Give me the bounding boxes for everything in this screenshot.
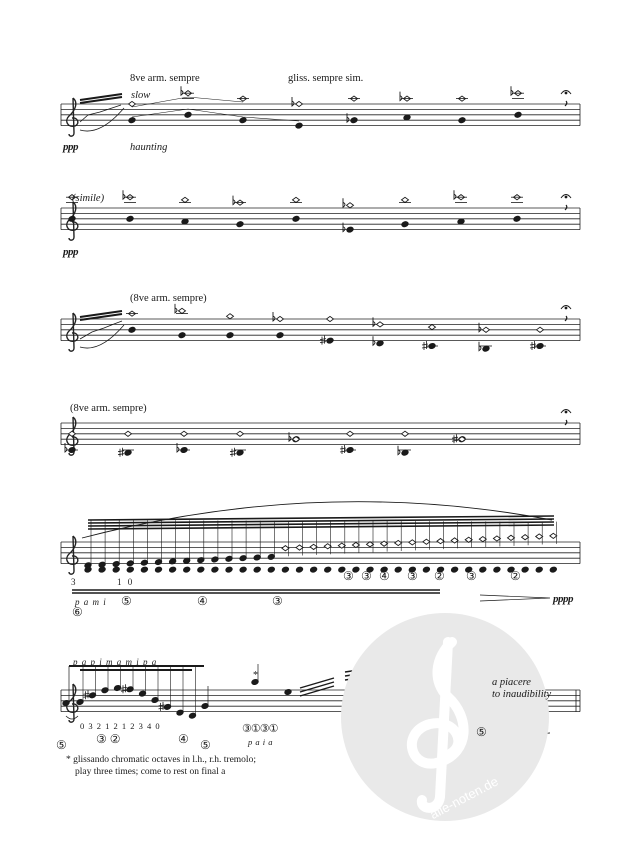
flat-sign bbox=[400, 92, 402, 101]
harmonic-notehead bbox=[537, 327, 544, 332]
flat-sign bbox=[292, 97, 294, 106]
dynamic-ppp: ppp bbox=[63, 141, 78, 153]
harmonic-notehead bbox=[181, 431, 188, 436]
footnote-line-1: * glissando chromatic octaves in l.h., r.h. tremolo; bbox=[66, 755, 256, 765]
watermark-treble-clef-logo bbox=[340, 612, 550, 822]
flat-sign bbox=[233, 196, 235, 205]
arm-sempre-direction: (8ve arm. sempre) bbox=[130, 293, 207, 304]
notehead bbox=[239, 117, 247, 124]
bass-notehead bbox=[493, 566, 501, 573]
bass-notehead bbox=[535, 566, 543, 573]
notehead bbox=[128, 117, 136, 124]
string-number: ③ bbox=[361, 569, 372, 583]
bass-notehead bbox=[140, 566, 148, 573]
notehead bbox=[458, 117, 466, 124]
notehead bbox=[401, 221, 409, 228]
bass-notehead bbox=[281, 566, 289, 573]
notehead bbox=[346, 226, 354, 233]
fermata-dot bbox=[565, 92, 567, 94]
string-number: ④ bbox=[379, 569, 390, 583]
harmonic-notehead bbox=[423, 539, 430, 544]
notehead bbox=[68, 215, 76, 222]
dynamic-pppp: pppp bbox=[553, 593, 573, 605]
flat-sign bbox=[273, 312, 275, 321]
harmonic-notehead bbox=[179, 308, 186, 313]
notehead bbox=[295, 122, 303, 129]
harmonic-notehead bbox=[324, 544, 331, 549]
to-inaudibility-direction: to inaudibility bbox=[492, 689, 552, 700]
harmonic-notehead bbox=[282, 546, 289, 551]
bass-notehead bbox=[521, 566, 529, 573]
bass-notehead bbox=[197, 566, 205, 573]
grace-note-stems bbox=[80, 105, 121, 122]
bass-notehead bbox=[479, 566, 487, 573]
harmonic-notehead bbox=[479, 537, 486, 542]
left-hand-fingering: 0 3 2 1 2 1 2 3 4 0 bbox=[80, 721, 160, 731]
harmonic-notehead bbox=[227, 314, 234, 319]
bass-notehead bbox=[112, 566, 120, 573]
footnote-line-2: play three times; come to rest on final a bbox=[75, 767, 226, 777]
harmonic-notehead bbox=[409, 540, 416, 545]
notehead bbox=[350, 117, 358, 124]
svg-text:alle-noten.de: alle-noten.de bbox=[427, 773, 501, 822]
bass-notehead bbox=[422, 566, 430, 573]
staff bbox=[61, 417, 580, 455]
harmonic-notehead bbox=[293, 197, 300, 202]
breath-mark bbox=[565, 101, 567, 106]
tremolo-bars bbox=[300, 678, 334, 696]
string-number: ② bbox=[434, 569, 445, 583]
harmonic-notehead bbox=[402, 431, 409, 436]
bass-notehead bbox=[183, 566, 191, 573]
sharp-sign bbox=[452, 434, 458, 443]
harmonic-notehead bbox=[429, 325, 436, 330]
arm-sempre-direction: 8ve arm. sempre bbox=[130, 73, 200, 84]
string-number: ⑤ bbox=[56, 738, 67, 752]
harmonic-notehead bbox=[347, 203, 354, 208]
decrescendo-hairpin bbox=[480, 595, 550, 601]
breath-mark bbox=[565, 316, 567, 321]
bass-notehead bbox=[296, 566, 304, 573]
staff bbox=[61, 202, 580, 240]
sharp-sign bbox=[530, 341, 536, 350]
harmonic-notehead bbox=[277, 316, 284, 321]
harmonic-notehead bbox=[395, 540, 402, 545]
sharp-sign bbox=[118, 448, 124, 457]
string-number: ⑤ bbox=[121, 594, 132, 608]
bass-notehead bbox=[169, 566, 177, 573]
fingering: 1 0 bbox=[117, 577, 133, 587]
harmonic-notehead bbox=[327, 316, 334, 321]
a-piacere-direction: a piacere bbox=[492, 677, 531, 688]
gliss-direction: gliss. sempre sim. bbox=[288, 73, 364, 84]
tempo-marking: slow bbox=[131, 90, 151, 101]
fermata-dot bbox=[565, 411, 567, 413]
flat-sign bbox=[123, 190, 125, 199]
bass-notehead bbox=[225, 566, 233, 573]
harmonic-fingering: p a i a bbox=[248, 737, 273, 747]
flat-sign bbox=[454, 190, 456, 199]
bass-notehead bbox=[549, 566, 557, 573]
string-numbers: ③ ② bbox=[96, 732, 121, 746]
footnote-asterisk: * bbox=[253, 670, 258, 681]
string-number: ③ bbox=[343, 569, 354, 583]
notehead bbox=[226, 332, 234, 339]
dynamic-ppp: ppp bbox=[63, 246, 78, 258]
bass-notehead bbox=[451, 566, 459, 573]
harmonic-notehead bbox=[182, 197, 189, 202]
sharp-sign bbox=[84, 690, 90, 699]
flat-sign bbox=[175, 304, 177, 313]
harmonic-notehead bbox=[296, 545, 303, 550]
harmonic-notehead bbox=[483, 327, 490, 332]
string-number: ⑤ bbox=[476, 725, 487, 739]
flat-sign bbox=[343, 198, 345, 207]
notehead bbox=[178, 332, 186, 339]
bass-notehead bbox=[267, 566, 275, 573]
notehead bbox=[276, 332, 284, 339]
sharp-sign bbox=[422, 341, 428, 350]
harmonic-notehead bbox=[367, 542, 374, 547]
breath-mark bbox=[565, 205, 567, 210]
bass-notehead bbox=[155, 566, 163, 573]
string-number: ④ bbox=[197, 594, 208, 608]
notehead bbox=[184, 111, 192, 118]
sharp-sign bbox=[340, 445, 346, 454]
tuplet-number: 3 bbox=[71, 577, 76, 587]
string-number: ② bbox=[510, 569, 521, 583]
simile-direction: (simile) bbox=[72, 193, 105, 204]
flat-sign bbox=[511, 86, 513, 95]
harmonic-string-numbers: ③①③① bbox=[242, 723, 278, 735]
notehead bbox=[236, 221, 244, 228]
staff bbox=[61, 536, 580, 574]
harmonic-notehead bbox=[402, 197, 409, 202]
staff bbox=[61, 98, 580, 136]
staff bbox=[61, 313, 580, 351]
notehead bbox=[126, 215, 134, 222]
bass-notehead bbox=[394, 566, 402, 573]
sharp-sign bbox=[230, 448, 236, 457]
harmonic-notehead bbox=[310, 544, 317, 549]
string-number: ⑥ bbox=[72, 605, 83, 619]
harmonic-notehead bbox=[536, 534, 543, 539]
bass-notehead bbox=[239, 566, 247, 573]
tie bbox=[66, 716, 78, 719]
expression-marking: haunting bbox=[130, 142, 168, 153]
bass-notehead bbox=[324, 566, 332, 573]
harmonic-notehead bbox=[296, 101, 303, 106]
notehead bbox=[513, 215, 521, 222]
breath-mark bbox=[565, 420, 567, 425]
string-number: ⑤ bbox=[200, 738, 211, 752]
harmonic-notehead bbox=[347, 431, 354, 436]
notehead bbox=[326, 337, 334, 344]
harmonic-notehead bbox=[352, 542, 359, 547]
harmonic-notehead bbox=[125, 431, 132, 436]
string-number: ③ bbox=[407, 569, 418, 583]
harmonic-notehead bbox=[550, 533, 557, 538]
footnote bbox=[66, 754, 256, 778]
sharp-sign bbox=[320, 336, 326, 345]
fermata-dot bbox=[565, 196, 567, 198]
string-number: ③ bbox=[272, 594, 283, 608]
harmonic-notehead bbox=[69, 431, 76, 436]
flat-sign bbox=[181, 86, 183, 95]
string-number: ④ bbox=[178, 732, 189, 746]
fermata-dot bbox=[565, 307, 567, 309]
notehead bbox=[514, 111, 522, 118]
harmonic-notehead bbox=[437, 538, 444, 543]
notehead bbox=[292, 215, 300, 222]
harmonic-notehead bbox=[493, 536, 500, 541]
right-hand-fingering: p a m i bbox=[75, 597, 106, 607]
bass-notehead bbox=[310, 566, 318, 573]
harmonic-notehead bbox=[522, 535, 529, 540]
harmonic-notehead bbox=[508, 535, 515, 540]
bass-notehead bbox=[211, 566, 219, 573]
notehead bbox=[128, 326, 136, 333]
bass-notehead bbox=[126, 566, 134, 573]
harmonic-notehead bbox=[237, 431, 244, 436]
sharp-sign bbox=[121, 684, 127, 693]
harmonic-notehead bbox=[129, 101, 136, 106]
harmonic-notehead bbox=[377, 322, 384, 327]
arm-sempre-direction: (8ve arm. sempre) bbox=[70, 403, 147, 414]
bass-notehead bbox=[253, 566, 261, 573]
right-hand-fingering: p a p i m a m i p a bbox=[73, 657, 157, 667]
string-number: ③ bbox=[466, 569, 477, 583]
